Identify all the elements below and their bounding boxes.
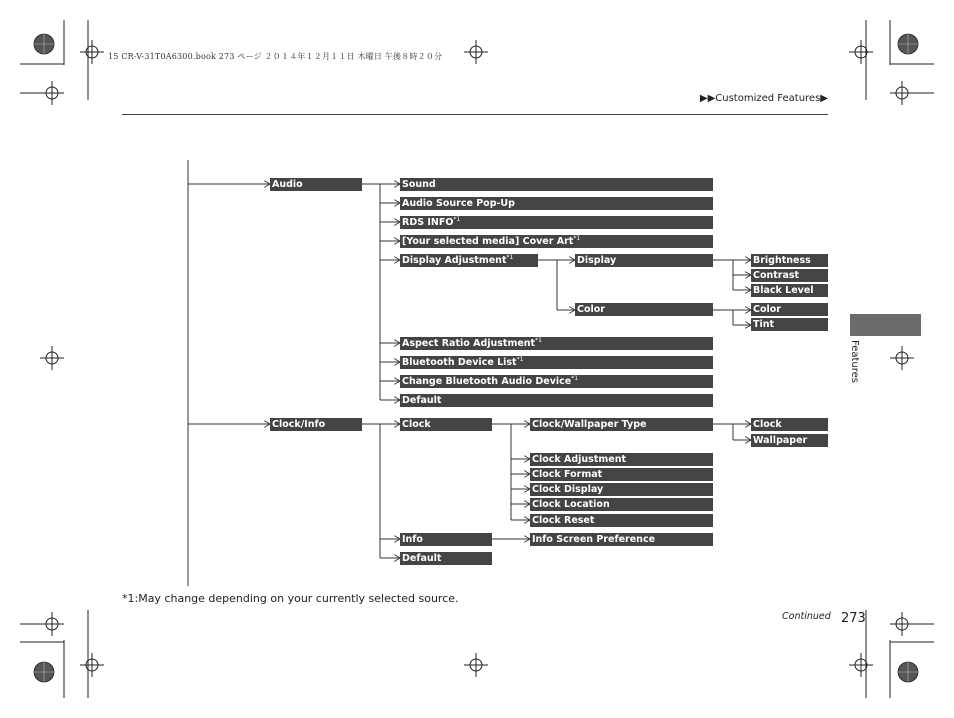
menu-node-clock-info: Clock/Info [270,418,362,431]
menu-node-audio-default: Default [400,394,713,407]
menu-node-tint: Tint [751,318,828,331]
menu-node-display-adjustment: Display Adjustment$^{*1}$ [400,254,538,267]
footnote-ref: *1 [535,337,542,344]
header-rule [122,114,828,115]
menu-node-clock-wallpaper-type: Clock/Wallpaper Type [530,418,713,431]
footnote-ref: *1 [516,356,524,363]
menu-node-audio: Audio [270,178,362,191]
breadcrumb-label[interactable]: Customized Features [715,93,821,104]
continued-label: Continued [782,611,831,622]
menu-node-contrast: Contrast [751,269,828,282]
menu-node-sound: Sound [400,178,713,191]
menu-node-info-default: Default [400,552,492,565]
footnote: *1:May change depending on your currently selected source. [122,592,459,605]
footnote-ref: *1 [573,235,581,242]
menu-node-clock-display: Clock Display [530,483,713,496]
menu-node-rds-info: RDS INFO$^{*1}$ [400,216,713,229]
menu-node-clock-reset: Clock Reset [530,514,713,527]
breadcrumb-arrows-icon: ▶▶ [699,93,716,104]
menu-node-color: Color [575,303,713,316]
menu-node-brightness: Brightness [751,254,828,267]
footnote-ref: *1 [571,375,579,382]
menu-node-clock-location: Clock Location [530,498,713,511]
menu-node-aspect-ratio: Aspect Ratio Adjustment$^{*1}$ [400,337,713,350]
footnote-ref: *1 [453,216,461,223]
menu-node-clock-adjustment: Clock Adjustment [530,453,713,466]
breadcrumb-arrow-icon: ▶ [820,93,828,104]
menu-node-info: Info [400,533,492,546]
menu-node-change-bluetooth-audio: Change Bluetooth Audio Device$^{*1}$ [400,375,713,388]
menu-node-bluetooth-device-list: Bluetooth Device List$^{*1}$ [400,356,713,369]
menu-node-clock-format: Clock Format [530,468,713,481]
breadcrumb[interactable] [700,93,828,104]
footnote-ref: *1 [506,254,514,261]
menu-node-cover-art: [Your selected media] Cover Art$^{*1}$ [400,235,713,248]
menu-node-wallpaper-option: Wallpaper [751,434,828,447]
menu-node-clock-option: Clock [751,418,828,431]
menu-node-color-option: Color [751,303,828,316]
menu-node-clock: Clock [400,418,492,431]
menu-node-info-screen-preference: Info Screen Preference [530,533,713,546]
menu-node-display: Display [575,254,713,267]
menu-node-audio-source-popup: Audio Source Pop-Up [400,197,713,210]
menu-node-black-level: Black Level [751,284,828,297]
section-tab[interactable] [850,314,921,336]
section-tab-label[interactable]: Features [849,340,860,383]
page-number: 273 [841,611,866,626]
print-header: 15 CR-V-31T0A6300.book 273 ページ ２０１４年１２月１１日 木曜日 午後８時２０分 [108,52,443,61]
